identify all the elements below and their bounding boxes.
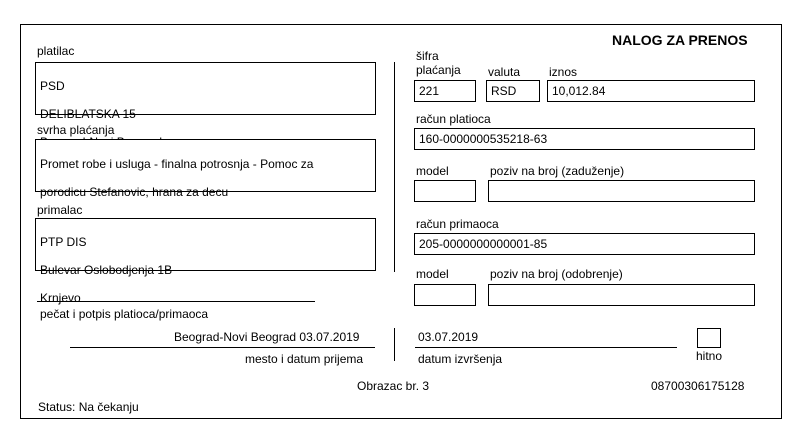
poziv-label-2: poziv na broj (odobrenje) [490,267,623,281]
iznos-label: iznos [549,65,578,79]
poziv-field-2[interactable] [488,284,755,306]
svrha-field[interactable] [35,139,376,199]
valuta-label: valuta [488,65,521,79]
primalac-line: PTP DIS [40,235,87,249]
form-title: NALOG ZA PRENOS [612,32,748,48]
sifra-field[interactable] [414,80,476,102]
pecat-line [37,301,315,302]
mesto-datum-value: Beograd-Novi Beograd 03.07.2019 [174,330,360,344]
model-field-2[interactable] [414,284,476,306]
poziv-field-1[interactable] [488,180,755,202]
sifra-label: šifra [416,49,439,63]
valuta-value: RSD [491,84,517,98]
racun-primaoca-field[interactable] [414,233,755,255]
racun-platioca-value: 160-0000000535218-63 [419,132,548,146]
platilac-line: PSD [40,79,65,93]
platilac-line: DELIBLATSKA 15 [40,107,136,121]
bottom-divider [394,328,395,361]
svrha-label: svrha plaćanja [37,123,115,137]
racun-primaoca-label: račun primaoca [416,217,499,231]
column-divider [394,62,395,272]
sifra-value: 221 [419,84,440,98]
status-label: Status: Na čekanju [38,400,139,414]
valuta-field[interactable] [486,80,540,102]
primalac-field[interactable] [35,218,376,305]
model-label-2: model [416,267,449,281]
svrha-line: Promet robe i usluga - finalna potrosnja - Pomoc za [40,157,314,171]
datum-izvrsenja-label: datum izvršenja [418,352,503,366]
primalac-line: Krnjevo [40,291,81,305]
primalac-line: Bulevar Oslobodjenja 1B [40,263,173,277]
mesto-datum-label: mesto i datum prijema [245,352,364,366]
hitno-checkbox[interactable] [697,328,721,348]
racun-primaoca-value: 205-0000000000001-85 [419,237,548,251]
platilac-field[interactable] [35,62,376,121]
mesto-datum-line [70,347,375,348]
platilac-label: platilac [37,44,75,58]
iznos-value: 10,012.84 [552,84,606,98]
primalac-label: primalac [37,203,83,217]
model-label-1: model [416,164,449,178]
poziv-label-1: poziv na broj (zaduženje) [490,164,625,178]
racun-platioca-label: račun platioca [416,112,491,126]
racun-platioca-field[interactable] [414,128,755,150]
sifra-label-2: plaćanja [416,63,461,77]
iznos-field[interactable] [547,80,755,102]
model-field-1[interactable] [414,180,476,202]
datum-izvrsenja-value: 03.07.2019 [418,330,479,344]
pecat-label: pečat i potpis platioca/primaoca [40,307,209,321]
svrha-line: porodicu Stefanovic, hrana za decu [40,185,229,199]
reference-number: 08700306175128 [651,379,745,393]
hitno-label: hitno [696,349,723,363]
obrazac-label: Obrazac br. 3 [357,379,430,393]
datum-izvrsenja-line [415,347,677,348]
